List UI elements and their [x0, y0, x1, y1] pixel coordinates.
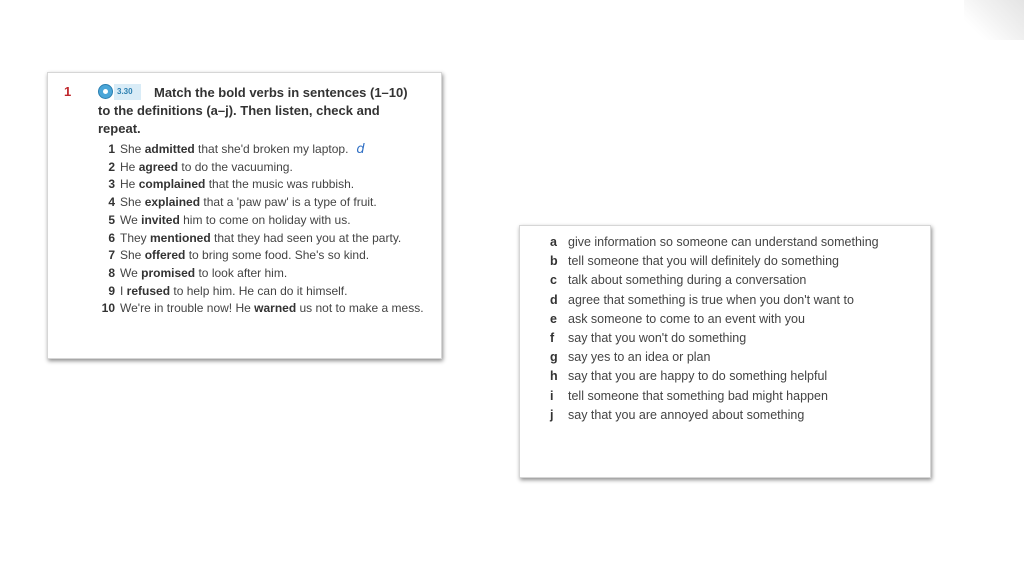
sentence-number: 3: [108, 177, 115, 192]
sentence-item: [98, 176, 428, 194]
sentence-item: [98, 230, 428, 248]
sentence-after: to help him. He can do it himself.: [170, 283, 348, 298]
definition-text: ask someone to come to an event with you: [568, 311, 805, 326]
definition-letter: h: [550, 369, 558, 384]
sentence-after: him to come on holiday with us.: [179, 212, 351, 227]
cd-audio-icon[interactable]: [98, 84, 113, 99]
sentence-number: 7: [108, 248, 115, 263]
definition-item: [550, 329, 915, 348]
definition-letter: i: [550, 388, 554, 403]
bold-verb: promised: [141, 265, 196, 280]
bold-verb: complained: [138, 177, 206, 192]
bold-verb: agreed: [138, 159, 179, 174]
definition-letter: f: [550, 331, 555, 346]
sentence-after: to do the vacuuming.: [178, 159, 293, 174]
sentence-item: [98, 194, 428, 212]
sentence-after: to bring some food. She's so kind.: [185, 248, 370, 263]
corner-decoration: [964, 0, 1024, 40]
definition-item: [550, 271, 915, 290]
definition-letter: a: [550, 235, 557, 249]
definition-item: [550, 406, 915, 425]
sentence-text: [120, 265, 428, 283]
sentence-text: [120, 176, 428, 194]
definition-item: [550, 348, 915, 367]
sentence-list: [98, 141, 428, 318]
bold-verb: refused: [126, 283, 171, 298]
bold-verb: warned: [254, 301, 297, 316]
definition-text: give information so someone can understand something: [568, 235, 879, 249]
definition-item: [550, 252, 915, 271]
audio-track[interactable]: [98, 83, 141, 100]
sentence-text: [120, 230, 428, 248]
definition-item: [550, 310, 915, 329]
definition-text: say that you won't do something: [568, 331, 747, 346]
sentence-before: She: [120, 248, 145, 263]
sentence-before: We: [120, 265, 142, 280]
exercise-number: 1: [64, 84, 72, 99]
bold-verb: admitted: [144, 142, 195, 156]
definition-letter: j: [550, 407, 554, 422]
sentence-number: 4: [108, 195, 115, 210]
sentence-before: I: [120, 283, 127, 298]
sentence-before: He: [120, 177, 139, 192]
definition-list: [550, 233, 915, 425]
sentence-text: [120, 247, 428, 265]
sentence-item: [98, 212, 428, 230]
sentence-text: [120, 141, 428, 159]
track-number: 3.30: [114, 84, 141, 100]
definition-text: say that you are annoyed about something: [568, 407, 805, 422]
sentence-after: us not to make a mess.: [296, 301, 424, 316]
definition-item: [550, 387, 915, 406]
sentence-after: to look after him.: [195, 265, 288, 280]
definition-letter: e: [550, 311, 557, 326]
sentence-item: [98, 141, 428, 159]
example-answer: d: [356, 142, 365, 157]
sentence-item: [98, 159, 428, 177]
definition-letter: b: [550, 254, 558, 269]
sentence-number: 10: [101, 301, 115, 316]
definition-text: tell someone that you will definitely do something: [568, 254, 839, 269]
sentence-number: 2: [108, 159, 115, 174]
definition-text: talk about something during a conversation: [568, 273, 807, 288]
sentence-after: that she'd broken my laptop.: [194, 142, 349, 156]
definition-letter: d: [550, 292, 558, 307]
definition-item: [550, 367, 915, 386]
bold-verb: explained: [144, 195, 201, 210]
sentence-number: 9: [108, 283, 115, 298]
sentence-text: [120, 159, 428, 177]
sentence-number: 6: [108, 230, 115, 245]
sentence-after: that they had seen you at the party.: [210, 230, 402, 245]
definition-item: [550, 233, 915, 252]
definitions-card: [519, 225, 931, 478]
sentence-before: She: [120, 195, 145, 210]
sentence-number: 1: [108, 142, 115, 156]
sentence-before: We: [120, 212, 142, 227]
sentence-before: He: [120, 159, 139, 174]
bold-verb: offered: [144, 248, 186, 263]
sentence-text: [120, 283, 428, 301]
sentence-after: that a 'paw paw' is a type of fruit.: [200, 195, 377, 210]
sentence-item: [98, 247, 428, 265]
exercise-card: [47, 72, 442, 359]
definition-text: tell someone that something bad might happen: [568, 388, 828, 403]
bold-verb: invited: [141, 212, 180, 227]
definition-text: say yes to an idea or plan: [568, 350, 711, 365]
sentence-before: They: [120, 230, 151, 245]
sentence-item: [98, 300, 428, 318]
sentence-text: [120, 300, 428, 318]
sentence-text: [120, 212, 428, 230]
sentence-text: [120, 194, 428, 212]
sentence-before: She: [120, 142, 145, 156]
definition-text: say that you are happy to do something helpful: [568, 369, 828, 384]
sentence-before: We're in trouble now! He: [120, 301, 255, 316]
definition-letter: c: [550, 273, 557, 288]
sentence-item: [98, 265, 428, 283]
exercise-instructions: Match the bold verbs in sentences (1–10) to the definitions (a–j). Then listen, check and repeat.: [98, 85, 408, 136]
definition-item: [550, 291, 915, 310]
bold-verb: mentioned: [150, 230, 211, 245]
sentence-item: [98, 283, 428, 301]
sentence-number: 5: [108, 212, 115, 227]
definition-text: agree that something is true when you don't want to: [568, 292, 854, 307]
sentence-number: 8: [108, 265, 115, 280]
sentence-after: that the music was rubbish.: [205, 177, 355, 192]
definition-letter: g: [550, 350, 558, 365]
